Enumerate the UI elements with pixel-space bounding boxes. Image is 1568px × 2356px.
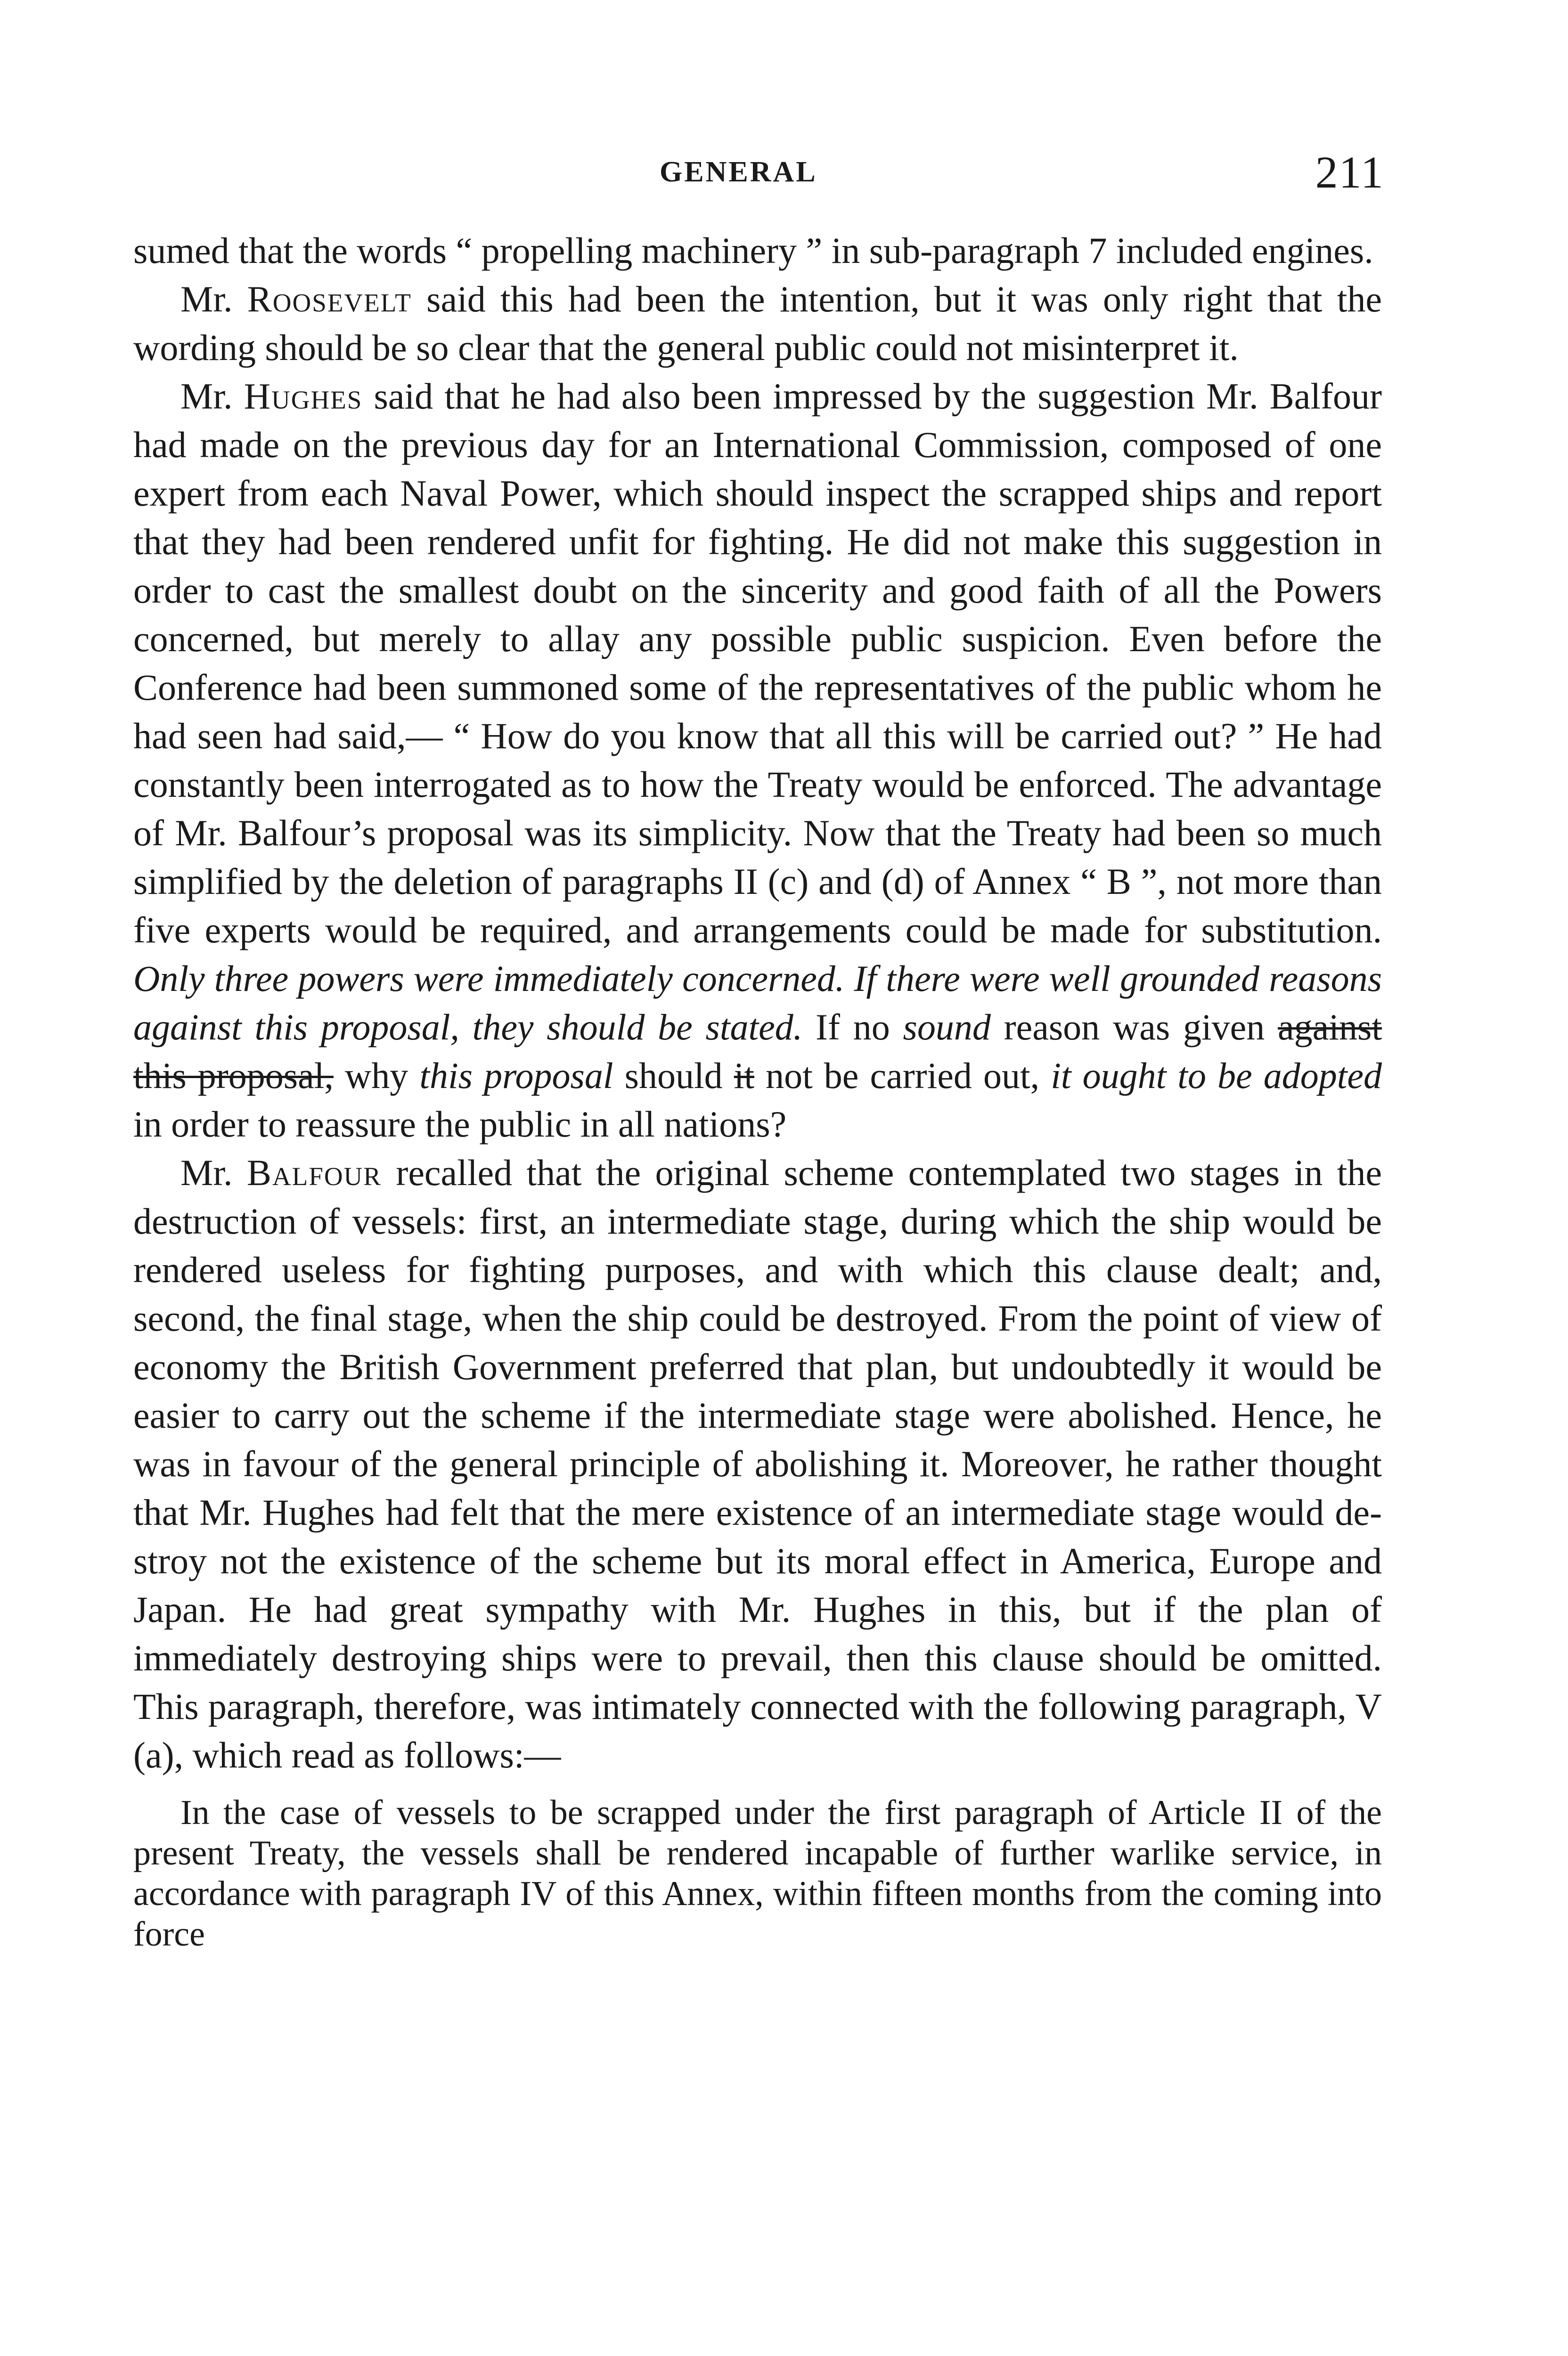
- paragraph-text: recalled that the original scheme contemplated two stages in the destruction of vessels: first, an intermediate stage, during which the ship would be rendered useless for fighting purposes, and with which this clause dealt; and, second, the final stage, when the ship could be destroyed. From the point of view of economy the British Government preferred that plan, but undoubtedly it would be easier to carry out the scheme if the intermediate stage were abolished. Hence, he was in favour of the general principle of abolishing it. Moreover, he rather thought that Mr. Hughes had felt that the mere existence of an intermediate stage would destroy not the existence of the scheme but its moral effect in America, Europe and Japan. He had great sympathy with Mr. Hughes in this, but if the plan of immediately destroying ships were to prevail, then this clause should be omitted. This paragraph, therefore, was intimately connected with the following paragraph, V (a), which read as follows:—: [133, 1152, 1382, 1775]
- quoted-treaty-text: [133, 1792, 1382, 1955]
- speaker-prefix: Mr.: [180, 1152, 247, 1193]
- paragraph-hughes: [133, 372, 1382, 1148]
- paragraph-text: reason was given: [990, 1006, 1278, 1047]
- paragraph-text: not be carried out,: [754, 1055, 1051, 1096]
- struck-text: it: [734, 1055, 755, 1096]
- speaker-prefix: Mr.: [180, 376, 244, 417]
- paragraph-balfour: [133, 1148, 1382, 1779]
- body-text: [133, 226, 1382, 1955]
- paragraph-text: If no: [802, 1006, 903, 1047]
- struck-text: against this proposal,: [133, 1006, 1382, 1096]
- page-number: 211: [1315, 147, 1384, 197]
- paragraph-text: sumed that the words “ propelling machinery ” in sub-paragraph 7 included engines.: [133, 230, 1373, 271]
- speaker-name: Balfour: [246, 1152, 382, 1193]
- paragraph-text: said this had been the intention, but it was only right that the wording should be so clear that the general public could not misinterpret it.: [133, 278, 1382, 368]
- speaker-name: Roosevelt: [247, 278, 412, 319]
- paragraph-text: why: [333, 1055, 420, 1096]
- speaker-name: Hughes: [244, 376, 363, 417]
- running-title: GENERAL: [660, 156, 817, 188]
- paragraph-text: should: [613, 1055, 734, 1096]
- running-head: [0, 146, 1568, 203]
- handwritten-insertion: sound: [903, 1006, 991, 1047]
- handwritten-insertion: this proposal: [419, 1055, 613, 1096]
- paragraph-text: said that he had also been impressed by the suggestion Mr. Balfour had made on the previous day for an International Commission, composed of one expert from each Naval Power, which should inspect the scrapped ships and report that they had been rendered unfit for fighting. He did not make this suggestion in order to cast the smallest doubt on the sincerity and good faith of all the Powers concerned, but merely to allay any possible public suspicion. Even before the Conference had been summoned some of the representatives of the public whom he had seen had said,— “ How do you know that all this will be carried out? ” He had constantly been interrogated as to how the Treaty would be enforced. The advantage of Mr. Balfour’s proposal was its simplicity. Now that the Treaty had been so much simplified by the deletion of paragraphs II (c) and (d) of Annex “ B ”, not more than five experts would be required, and arrangements could be made for substitution.: [133, 376, 1382, 950]
- handwritten-insertion: it ought to be adopted: [1051, 1055, 1382, 1096]
- speaker-prefix: Mr.: [180, 278, 247, 319]
- paragraph-text: in order to reassure the public in all nations?: [133, 1104, 787, 1145]
- handwritten-insertion: Only three powers were immediately concerned. If there were well grounded reasons against this proposal, they should be stated.: [133, 958, 1382, 1047]
- paragraph-roosevelt: [133, 275, 1382, 372]
- quote-text: In the case of vessels to be scrapped under the first paragraph of Article II of the present Treaty, the vessels shall be rendered incapable of further warlike service, in accordance with paragraph IV of this Annex, within fifteen months from the coming into force: [133, 1793, 1382, 1954]
- paragraph-continuation: [133, 226, 1382, 275]
